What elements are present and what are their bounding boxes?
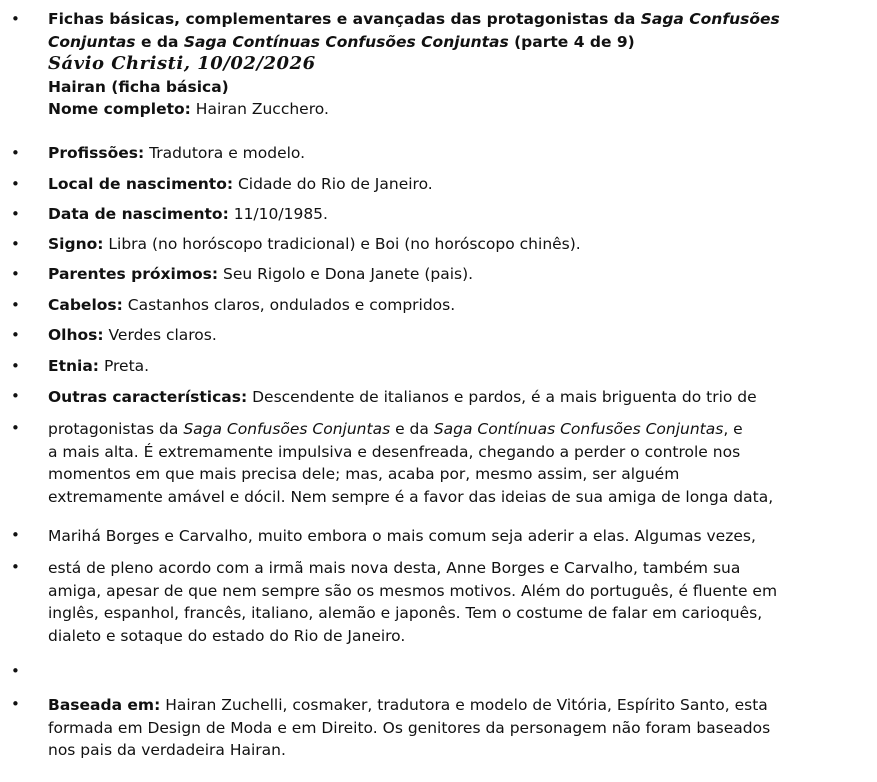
field-value: Castanhos claros, ondulados e compridos. [122, 296, 456, 314]
field-professions [48, 142, 868, 165]
bullet: • [11, 235, 20, 253]
field-value: 11/10/1985. [228, 205, 328, 223]
field-based-on [48, 694, 868, 762]
field-hair [48, 294, 868, 317]
saga-name: Saga Contínuas Confusões Conjuntas [433, 420, 724, 438]
field-label: Baseada em: [48, 696, 161, 714]
title-text: Fichas básicas, complementares e avançadas das protagonistas da [48, 10, 641, 28]
paragraph-line: inglês, espanhol, francês, italiano, alemão e japonês. Tem o costume de falar em carioquês, [48, 604, 763, 623]
field-label: Parentes próximos: [48, 265, 219, 283]
paragraph-line: amiga, apesar de que nem sempre são os mesmos motivos. Além do português, é fluente em [48, 581, 778, 600]
field-label: Local de nascimento: [48, 175, 234, 193]
bullet: • [11, 326, 20, 344]
paragraph-line: dialeto e sotaque do estado do Rio de Janeiro. [48, 626, 406, 645]
section-title-text: Hairan (ficha básica) [48, 77, 229, 96]
field-value: Preta. [99, 357, 150, 375]
section-title [48, 76, 868, 99]
field-label: Outras características: [48, 388, 248, 406]
bullet: • [11, 526, 20, 544]
field-birthdate [48, 203, 868, 226]
title-saga-name: Saga Contínuas Confusões Conjuntas [183, 32, 509, 51]
saga-name: Saga Confusões Conjuntas [183, 420, 391, 438]
paragraph-line: Marihá Borges e Carvalho, muito embora o mais comum seja aderir a elas. Algumas vezes, [48, 527, 756, 545]
bullet: • [11, 296, 20, 314]
author-signature [48, 53, 868, 76]
field-relatives [48, 263, 868, 286]
bullet: • [11, 10, 20, 28]
paragraph-line: está de pleno acordo com a irmã mais nova desta, Anne Borges e Carvalho, também sua [48, 559, 741, 577]
description-paragraph [48, 525, 868, 548]
field-value: Hairan Zucchero. [190, 100, 329, 119]
field-value: Verdes claros. [103, 326, 217, 344]
signature-text: Sávio Christi, 10/02/2026 [48, 53, 316, 75]
field-sign [48, 233, 868, 256]
bullet: • [11, 265, 20, 283]
field-value: Seu Rigolo e Dona Janete (pais). [218, 265, 474, 283]
field-ethnicity [48, 355, 868, 378]
field-label: Data de nascimento: [48, 205, 229, 223]
field-value: Libra (no horóscopo tradicional) e Boi (no horóscopo chinês). [103, 235, 581, 253]
paragraph-line: formada em Design de Moda e em Direito. Os genitores da personagem não foram baseados [48, 718, 771, 737]
bullet: • [11, 357, 20, 375]
paragraph-line: nos pais da verdadeira Hairan. [48, 741, 286, 760]
field-label: Signo: [48, 235, 104, 253]
field-value: Hairan Zuchelli, cosmaker, tradutora e modelo de Vitória, Espírito Santo, esta [160, 696, 768, 714]
field-eyes [48, 324, 868, 347]
bullet: • [11, 558, 20, 576]
bullet: • [11, 175, 20, 193]
text-run: , e [723, 420, 743, 438]
field-other-traits [48, 386, 868, 409]
title-saga-name: Saga Confusões [640, 10, 780, 28]
title-saga-name: Conjuntas [48, 32, 136, 51]
field-label: Profissões: [48, 144, 145, 162]
paragraph-line: momentos em que mais precisa dele; mas, acaba por, mesmo assim, ser alguém [48, 465, 680, 484]
description-paragraph [48, 557, 868, 647]
paragraph-line [48, 694, 868, 717]
bullet: • [11, 695, 20, 713]
text-run: e da [390, 420, 434, 438]
field-value: Cidade do Rio de Janeiro. [233, 175, 433, 193]
field-label: Cabelos: [48, 296, 123, 314]
document-title-line2 [48, 31, 868, 54]
title-text: (parte 4 de 9) [508, 32, 635, 51]
field-birthplace [48, 173, 868, 196]
field-label: Etnia: [48, 357, 100, 375]
field-label: Olhos: [48, 326, 104, 344]
bullet: • [11, 144, 20, 162]
field-value: Descendente de italianos e pardos, é a mais briguenta do trio de [247, 388, 757, 406]
text-run: protagonistas da [48, 420, 184, 438]
bullet: • [11, 387, 20, 405]
field-full-name [48, 98, 868, 121]
paragraph-line [48, 418, 868, 441]
document-header [48, 8, 868, 121]
field-value: Tradutora e modelo. [144, 144, 306, 162]
bullet: • [11, 419, 20, 437]
paragraph-line: a mais alta. É extremamente impulsiva e desenfreada, chegando a perder o controle nos [48, 442, 741, 461]
description-paragraph [48, 418, 868, 508]
bullet: • [11, 662, 20, 680]
field-label: Nome completo: [48, 100, 191, 119]
bullet: • [11, 205, 20, 223]
paragraph-line: extremamente amável e dócil. Nem sempre é a favor das ideias de sua amiga de longa data, [48, 487, 774, 506]
title-text: e da [135, 32, 184, 51]
document-title [48, 8, 868, 31]
